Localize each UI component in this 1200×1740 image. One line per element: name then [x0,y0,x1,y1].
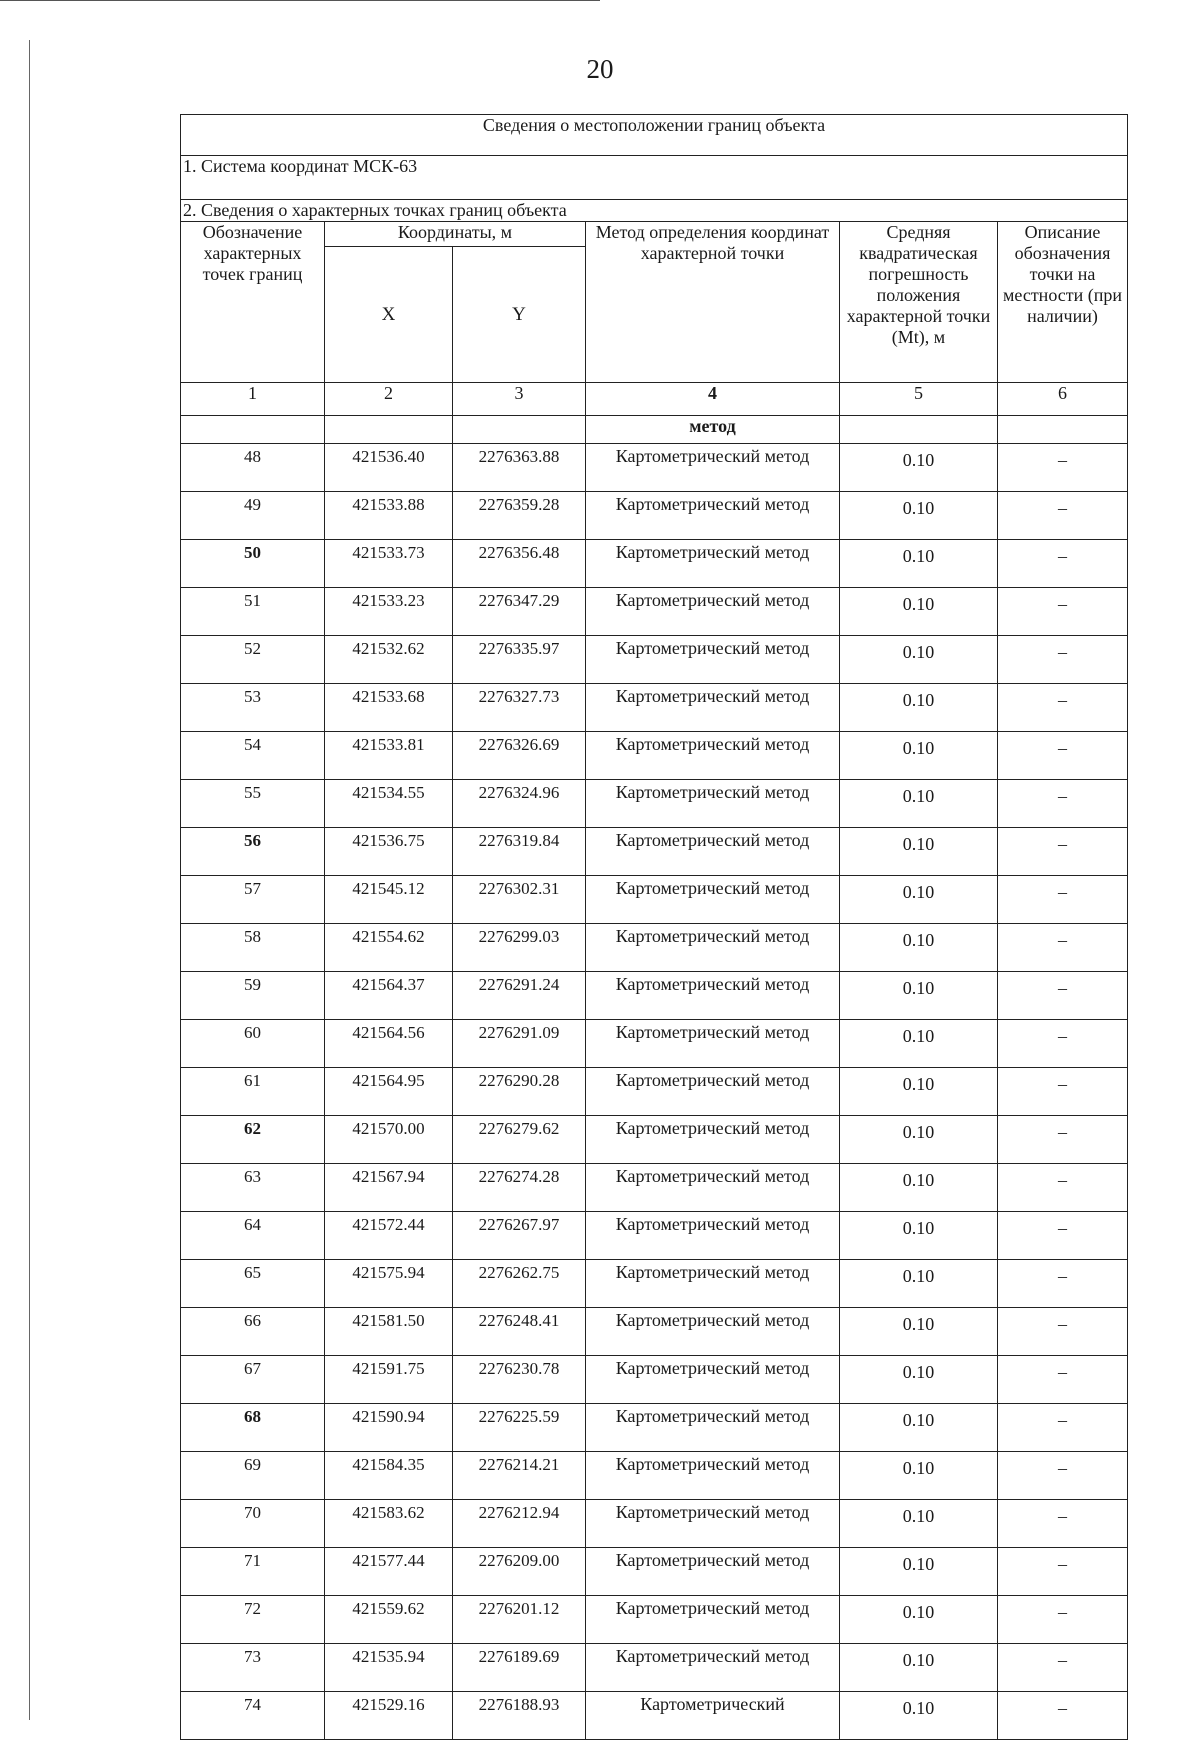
coord-y: 2276326.69 [453,732,586,780]
table-row [181,1260,1128,1308]
table-row [181,1404,1128,1452]
table-row [181,924,1128,972]
method: Картометрический метод [586,588,840,636]
coord-x: 421529.16 [325,1692,453,1740]
coord-x: 421564.95 [325,1068,453,1116]
table-row [181,972,1128,1020]
coord-y: 2276302.31 [453,876,586,924]
coord-x: 421545.12 [325,876,453,924]
table-row [181,684,1128,732]
coord-y: 2276209.00 [453,1548,586,1596]
table-row [181,1644,1128,1692]
point-number: 54 [181,732,325,780]
mean-error: 0.10 [840,1260,998,1308]
coord-x: 421564.56 [325,1020,453,1068]
point-number: 68 [181,1404,325,1452]
method: Картометрический метод [586,1356,840,1404]
coordinate-system-row [181,156,1128,200]
method: Картометрический метод [586,1068,840,1116]
point-number: 61 [181,1068,325,1116]
scan-left-edge [29,40,30,1720]
coord-y: 2276291.09 [453,1020,586,1068]
description: – [998,1500,1128,1548]
coord-y: 2276363.88 [453,444,586,492]
point-number: 65 [181,1260,325,1308]
method: Картометрический метод [586,1548,840,1596]
coord-x: 421536.40 [325,444,453,492]
coord-x: 421532.62 [325,636,453,684]
description: – [998,636,1128,684]
method: Картометрический метод [586,1212,840,1260]
coord-x: 421583.62 [325,1500,453,1548]
header-method: Метод определения координат характерной точки [586,222,840,383]
coord-y: 2276324.96 [453,780,586,828]
method: Картометрический метод [586,1404,840,1452]
description: – [998,876,1128,924]
description: – [998,444,1128,492]
method: Картометрический метод [586,780,840,828]
coord-x: 421536.75 [325,828,453,876]
coord-y: 2276356.48 [453,540,586,588]
mean-error: 0.10 [840,1068,998,1116]
coord-x: 421533.73 [325,540,453,588]
column-number: 3 [453,383,586,416]
coord-x: 421591.75 [325,1356,453,1404]
table-row [181,492,1128,540]
point-number: 48 [181,444,325,492]
description: – [998,1452,1128,1500]
mean-error: 0.10 [840,1548,998,1596]
coord-x: 421533.68 [325,684,453,732]
coord-y: 2276335.97 [453,636,586,684]
mean-error: 0.10 [840,828,998,876]
header-row [181,222,1128,247]
column-numbers-row [181,383,1128,416]
mean-error: 0.10 [840,1596,998,1644]
table-row [181,540,1128,588]
column-number: 1 [181,383,325,416]
mean-error: 0.10 [840,1116,998,1164]
mean-error: 0.10 [840,1020,998,1068]
header-y: Y [453,247,586,383]
table-row [181,1164,1128,1212]
table-row [181,1116,1128,1164]
method: Картометрический метод [586,972,840,1020]
point-number: 74 [181,1692,325,1740]
coord-x: 421567.94 [325,1164,453,1212]
coord-y: 2276225.59 [453,1404,586,1452]
mean-error: 0.10 [840,1164,998,1212]
coord-x: 421554.62 [325,924,453,972]
table-row [181,1692,1128,1740]
table-row [181,1548,1128,1596]
coord-x: 421584.35 [325,1452,453,1500]
header-x: X [325,247,453,383]
coord-x: 421564.37 [325,972,453,1020]
description: – [998,1596,1128,1644]
table-row [181,1308,1128,1356]
point-number: 72 [181,1596,325,1644]
table-row [181,1212,1128,1260]
description: – [998,1260,1128,1308]
coord-y: 2276274.28 [453,1164,586,1212]
mean-error: 0.10 [840,1644,998,1692]
coord-x: 421581.50 [325,1308,453,1356]
coord-y: 2276299.03 [453,924,586,972]
method: Картометрический метод [586,540,840,588]
description: – [998,1068,1128,1116]
point-number: 57 [181,876,325,924]
description: – [998,924,1128,972]
method: Картометрический метод [586,684,840,732]
coord-x: 421590.94 [325,1404,453,1452]
mean-error: 0.10 [840,588,998,636]
continuation-text: метод [586,416,840,444]
point-number: 49 [181,492,325,540]
method: Картометрический метод [586,492,840,540]
mean-error: 0.10 [840,972,998,1020]
point-number: 66 [181,1308,325,1356]
description: – [998,732,1128,780]
coord-x: 421535.94 [325,1644,453,1692]
table-row [181,588,1128,636]
mean-error: 0.10 [840,1692,998,1740]
page-number: 20 [586,54,614,84]
point-number: 63 [181,1164,325,1212]
description: – [998,684,1128,732]
table-row [181,1068,1128,1116]
method: Картометрический метод [586,924,840,972]
coord-x: 421534.55 [325,780,453,828]
method: Картометрический метод [586,1164,840,1212]
point-number: 53 [181,684,325,732]
coord-y: 2276327.73 [453,684,586,732]
mean-error: 0.10 [840,1404,998,1452]
coord-x: 421559.62 [325,1596,453,1644]
description: – [998,1692,1128,1740]
coordinate-system: 1. Система координат МСК-63 [181,156,1128,200]
coord-y: 2276189.69 [453,1644,586,1692]
header-description: Описание обозначения точки на местности (при наличии) [998,222,1128,383]
point-number: 59 [181,972,325,1020]
boundary-points-table [180,114,1128,1740]
column-number: 5 [840,383,998,416]
column-number: 6 [998,383,1128,416]
header-designation: Обозначение характерных точек границ [181,222,325,383]
table-row [181,1020,1128,1068]
coord-y: 2276201.12 [453,1596,586,1644]
points-section-row [181,200,1128,222]
method: Картометрический метод [586,444,840,492]
mean-error: 0.10 [840,1500,998,1548]
description: – [998,1116,1128,1164]
description: – [998,780,1128,828]
coord-x: 421575.94 [325,1260,453,1308]
description: – [998,1548,1128,1596]
table-row [181,1452,1128,1500]
description: – [998,588,1128,636]
title-row [181,115,1128,156]
table-row [181,876,1128,924]
point-number: 73 [181,1644,325,1692]
coord-y: 2276347.29 [453,588,586,636]
method: Картометрический метод [586,1308,840,1356]
description: – [998,540,1128,588]
mean-error: 0.10 [840,1212,998,1260]
point-number: 69 [181,1452,325,1500]
coord-y: 2276188.93 [453,1692,586,1740]
description: – [998,492,1128,540]
point-number: 70 [181,1500,325,1548]
mean-error: 0.10 [840,444,998,492]
table-title: Сведения о местоположении границ объекта [181,115,1128,156]
coord-y: 2276262.75 [453,1260,586,1308]
coord-y: 2276267.97 [453,1212,586,1260]
coord-x: 421533.88 [325,492,453,540]
method: Картометрический метод [586,828,840,876]
mean-error: 0.10 [840,540,998,588]
coord-y: 2276212.94 [453,1500,586,1548]
table-row [181,780,1128,828]
coord-y: 2276248.41 [453,1308,586,1356]
coord-x: 421533.81 [325,732,453,780]
description: – [998,1404,1128,1452]
method: Картометрический метод [586,1452,840,1500]
table-row [181,828,1128,876]
coord-y: 2276319.84 [453,828,586,876]
scan-top-edge [0,0,600,1]
method: Картометрический метод [586,1260,840,1308]
method: Картометрический метод [586,1644,840,1692]
point-number: 52 [181,636,325,684]
point-number: 62 [181,1116,325,1164]
coord-y: 2276290.28 [453,1068,586,1116]
description: – [998,1644,1128,1692]
table-row [181,636,1128,684]
method: Картометрический метод [586,1116,840,1164]
coord-x: 421570.00 [325,1116,453,1164]
mean-error: 0.10 [840,636,998,684]
method: Картометрический метод [586,1596,840,1644]
points-section-title: 2. Сведения о характерных точках границ объекта [181,200,1128,222]
mean-error: 0.10 [840,732,998,780]
table-row [181,1500,1128,1548]
header-error: Средняя квадратическая погрешность положения характерной точки (Mt), м [840,222,998,383]
table-row [181,444,1128,492]
point-number: 51 [181,588,325,636]
coord-y: 2276230.78 [453,1356,586,1404]
continuation-row [181,416,1128,444]
header-coordinates: Координаты, м [325,222,586,247]
description: – [998,1020,1128,1068]
point-number: 67 [181,1356,325,1404]
point-number: 60 [181,1020,325,1068]
description: – [998,828,1128,876]
table-row [181,1356,1128,1404]
coord-x: 421577.44 [325,1548,453,1596]
mean-error: 0.10 [840,1356,998,1404]
coord-y: 2276291.24 [453,972,586,1020]
mean-error: 0.10 [840,876,998,924]
method: Картометрический метод [586,1020,840,1068]
point-number: 71 [181,1548,325,1596]
mean-error: 0.10 [840,1308,998,1356]
description: – [998,1356,1128,1404]
mean-error: 0.10 [840,492,998,540]
method: Картометрический метод [586,636,840,684]
method: Картометрический метод [586,876,840,924]
mean-error: 0.10 [840,1452,998,1500]
method: Картометрический метод [586,732,840,780]
coord-x: 421533.23 [325,588,453,636]
mean-error: 0.10 [840,684,998,732]
description: – [998,1164,1128,1212]
coord-y: 2276214.21 [453,1452,586,1500]
coord-y: 2276279.62 [453,1116,586,1164]
table-row [181,732,1128,780]
description: – [998,1212,1128,1260]
table-row [181,1596,1128,1644]
coord-y: 2276359.28 [453,492,586,540]
mean-error: 0.10 [840,924,998,972]
coord-x: 421572.44 [325,1212,453,1260]
description: – [998,1308,1128,1356]
point-number: 56 [181,828,325,876]
column-number: 2 [325,383,453,416]
point-number: 64 [181,1212,325,1260]
method: Картометрический [586,1692,840,1740]
point-number: 58 [181,924,325,972]
mean-error: 0.10 [840,780,998,828]
column-number: 4 [586,383,840,416]
point-number: 50 [181,540,325,588]
point-number: 55 [181,780,325,828]
description: – [998,972,1128,1020]
method: Картометрический метод [586,1500,840,1548]
